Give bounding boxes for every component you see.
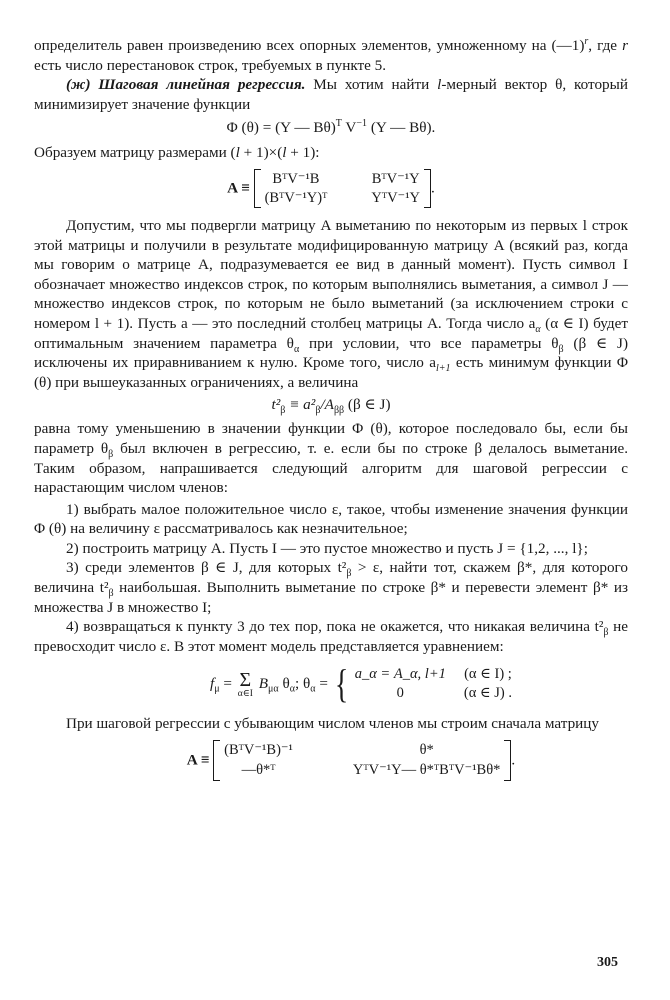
sub: β [108,588,114,600]
sub: β [603,627,609,639]
formula-text: t² [271,396,281,414]
paragraph-sweep [34,216,628,392]
var: l [437,76,442,94]
text: не превосходит число ε. В этот момент модель представляется уравнением: [34,618,628,655]
sub: α [293,343,300,355]
sub: ββ [333,405,345,417]
formula-text: V [341,119,357,137]
text: , где [588,37,623,54]
left-bracket [254,169,261,208]
right-bracket [424,169,431,208]
text: наибольшая. Выполнить выметание по строке β* и перевести элемент β* из множества J в множество I; [34,579,628,616]
step-1 [34,500,628,539]
matrix-a-backward [34,740,628,781]
sup: r [584,35,589,47]
text: 4) возвращаться к пункту 3 до тех пор, пока не окажется, что никакая величина t² [66,618,604,636]
formula-model [34,661,628,707]
text: (α ∈ I) будет оптимальным значением параметра θ [34,314,628,352]
formula-text: = [315,675,332,693]
matrix-body [213,740,511,781]
formula-text: (Y — Bθ). [367,119,436,137]
formula-text: ; θ [294,675,311,693]
text: 3) среди элементов β ∈ J, для которых t² [66,559,347,577]
matrix-lhs: A ≡ [186,751,210,769]
case-value: 0 [396,685,404,702]
paragraph-matrix-intro [34,143,628,163]
matrix-grid [261,169,424,208]
step-2 [34,539,628,559]
text: 2) построить матрицу A. Пусть I — это пустое множество и пусть J = {1,2, ..., l}; [66,539,588,557]
sub: β [280,405,286,417]
step-4 [34,617,628,656]
sub: β [315,405,321,417]
formula-text: f [209,675,215,693]
cases [355,665,512,703]
sub: β [346,568,352,580]
section-heading: (ж) Шаговая линейная регрессия. [66,76,306,94]
formula-text: = [219,675,236,693]
step-3 [34,558,628,617]
case-condition: (α ∈ I) ; [464,666,512,683]
formula-text: B [254,675,269,693]
paragraph-section-heading [34,75,628,114]
text: > ε, найти тот, скажем β*, для которого величина t² [34,559,628,597]
matrix-cell: θ* [419,742,434,759]
left-brace: { [334,661,349,707]
case-value: a_α = A_α, l+1 [354,666,446,683]
sigma: Σ [239,668,252,691]
sub: β [558,343,564,355]
matrix-cell: YᵀV⁻¹Y— θ*ᵀBᵀV⁻¹Bθ* [352,762,501,779]
text: + 1): [286,144,320,162]
left-bracket [213,740,220,781]
text: есть число перестановок строк, требуемых в пункте 5. [34,56,387,74]
var: l [282,144,287,162]
var: l [235,144,240,162]
text: 1) выбрать малое положительное число ε, такое, чтобы изменение значения функции Φ (θ) на величину ε рассматривалось как незначительное; [34,500,628,538]
matrix-cell: YᵀV⁻¹Y [371,189,421,206]
var: r [622,37,628,54]
sup: −1 [356,118,368,130]
paragraph-algorithm-intro [34,419,628,497]
text: Мы хотим найти [305,76,438,94]
text: + 1)×( [239,144,283,162]
sum-limit: α∈I [237,688,253,699]
text: был включен в регрессию, т. е. если бы по строке β делалось выметание. Таким образом, напрашивается следующий алгоритм для шаговой регрессии с нарастающим числом членов: [34,439,628,497]
formula-text: θ [278,675,290,693]
punct: . [511,751,516,769]
sub: μ [214,683,220,695]
page-number: 305 [597,955,618,970]
formula-text: Φ (θ) = (Y — Bθ) [226,119,336,137]
paragraph-intro [34,36,628,75]
text: При шаговой регрессии с убывающим числом членов мы строим сначала матрицу [66,715,600,733]
text: -мерный вектор θ, который минимизирует значение функции [34,76,628,113]
text: равна тому уменьшению в значении функции Φ (θ), которое последовало бы, если бы параметр θ [34,420,628,457]
formula-t2 [34,395,628,417]
page-body [34,36,628,781]
matrix-lhs: A ≡ [227,179,250,197]
punct: . [431,179,435,197]
text: (β ∈ J) исключены их приравниванием к нулю. Кроме того, число a [34,334,628,372]
sub: α [535,323,541,335]
matrix-body [254,169,431,208]
formula-text: (β ∈ J) [344,396,391,414]
matrix-grid [220,740,504,781]
sub: α [310,683,316,695]
text: Допустим, что мы подвергли матрицу A выметанию по некоторым из первых l строк этой матрицы и получили в результате модифицированную матрицу A (всякий раз, когда мы говорим о матрице A, подразумевается ее вид в данный момент). Пусть символ I обозначает множество индексов строк, по которым выполнялись выметания, а символ J — множество индексов строк, по которым не было выметаний (за исключением строки с номером l + 1). Пусть a — это последний столбец матрицы A. Тогда число a [34,216,628,332]
sub: l+1 [435,363,451,375]
formula-phi [34,119,628,137]
text: Образуем матрицу размерами ( [34,144,236,162]
text: при условии, что все параметры θ [299,334,559,352]
matrix-cell: BᵀV⁻¹Y [371,170,420,187]
matrix-cell: (BᵀV⁻¹B)⁻¹ [224,742,293,759]
sub: β [108,448,114,460]
sup: T [335,118,342,130]
matrix-a [34,169,628,208]
matrix-cell: (BᵀV⁻¹Y)ᵀ [264,189,328,206]
paragraph-backward [34,714,628,734]
sum-operator [238,670,253,700]
sub: μα [268,683,279,695]
case-condition: (α ∈ J) . [463,685,513,702]
matrix-cell: —θ*ᵀ [241,762,276,779]
text: определитель равен произведению всех опорных элементов, умноженному на (—1) [34,37,585,54]
formula-text: /A [320,396,334,414]
matrix-cell: BᵀV⁻¹B [272,170,320,187]
text: есть минимум функции Φ (θ) при вышеуказанных ограничениях, а величина [34,354,628,391]
formula-text: ≡ a² [285,396,316,414]
sub: α [289,683,295,695]
